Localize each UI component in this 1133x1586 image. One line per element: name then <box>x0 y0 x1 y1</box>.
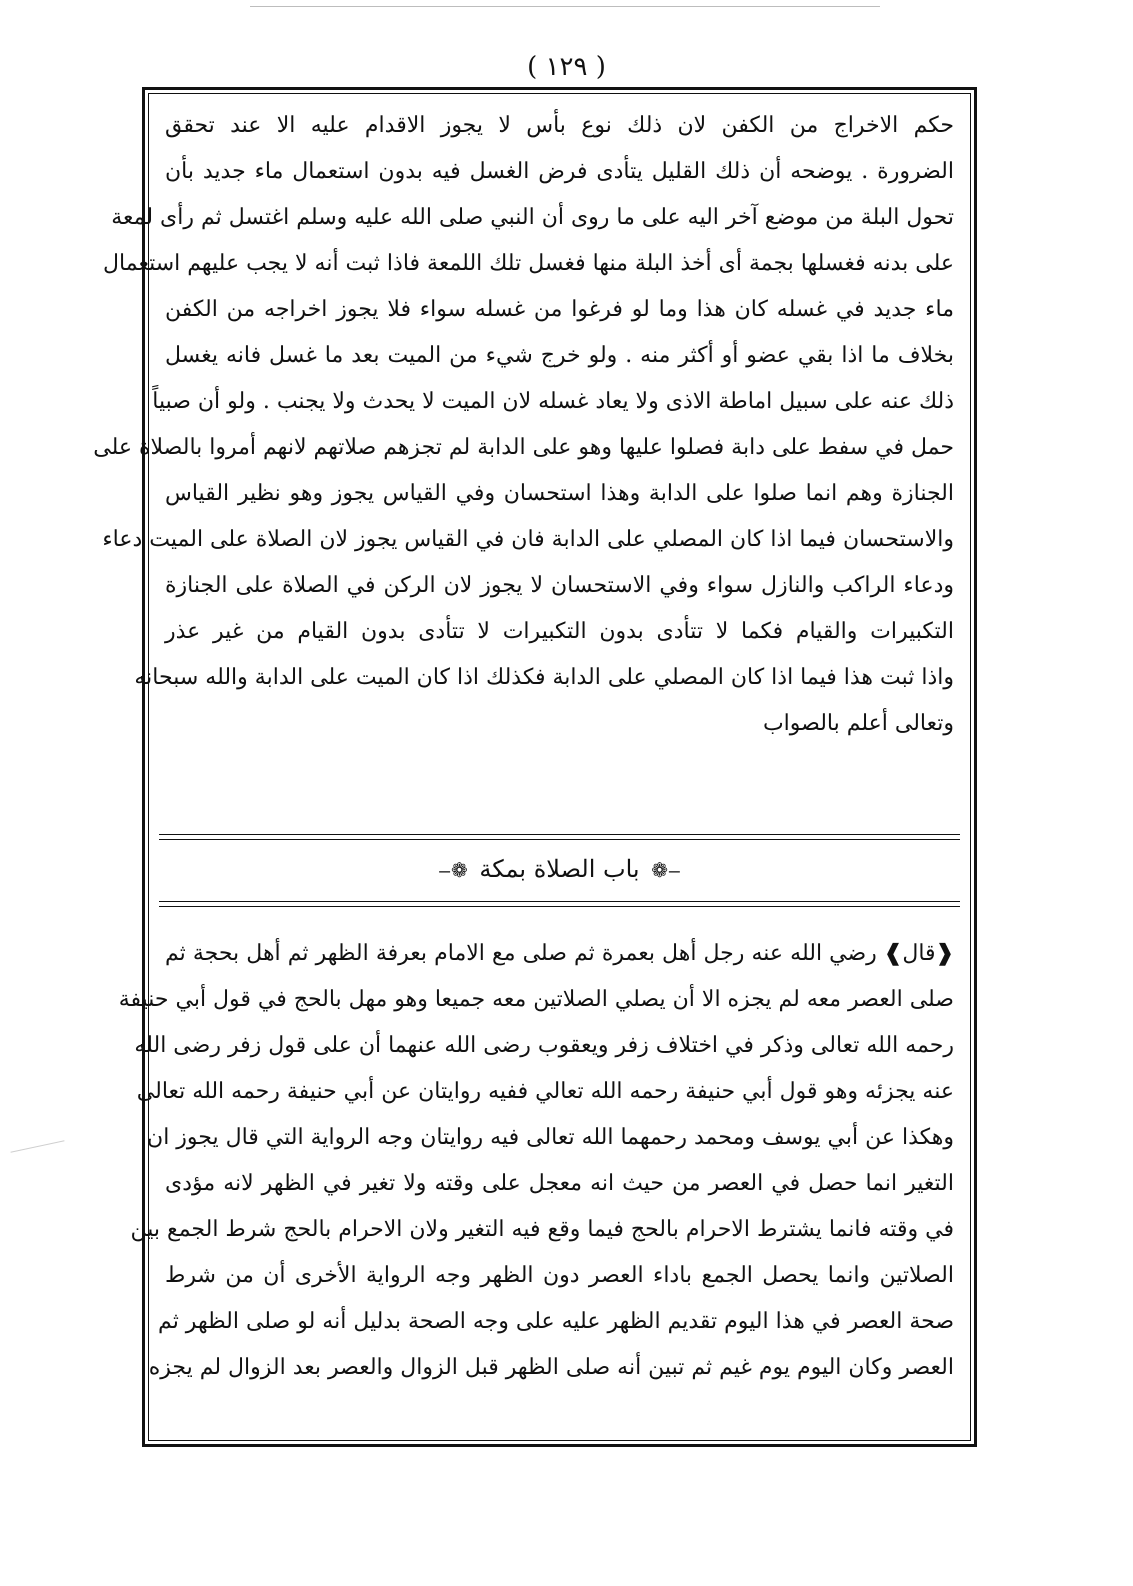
text-line: حكم الاخراج من الكفن لان ذلك نوع بأس لا يجوز الاقدام عليه الا عند تحقق <box>165 113 954 138</box>
text-line: صحة العصر في هذا اليوم تقديم الظهر عليه على وجه الصحة بدليل أنه لو صلى الظهر ثم <box>158 1309 954 1334</box>
chapter-title: باب الصلاة بمكة <box>479 855 640 883</box>
text-line-first <box>165 930 954 977</box>
chapter-heading <box>145 847 974 892</box>
text-line: الصلاتين وانما يحصل الجمع باداء العصر دون الظهر وجه الرواية الأخرى أن من شرط <box>165 1263 954 1288</box>
ornament-icon: ❁‒ <box>438 858 468 882</box>
text-line: حمل في سفط على دابة فصلوا عليها وهو على الدابة لم تجزهم صلاتهم لانهم أمروا بالصلاة على <box>93 435 954 460</box>
text-line: تحول البلة من موضع آخر اليه على ما روى أن النبي صلى الله عليه وسلم اغتسل ثم رأى لمعة <box>111 205 954 230</box>
text-block-1 <box>93 103 954 747</box>
page-number: ( ١٢٩ ) <box>527 52 606 82</box>
text-line: العصر وكان اليوم يوم غيم ثم تبين أنه صلى الظهر قبل الزوال والعصر بعد الزوال لم يجزه <box>148 1355 954 1380</box>
text-line: التغير انما حصل في العصر من حيث انه معجل على وقته ولا تغير في الظهر لانه مؤدى <box>165 1171 954 1196</box>
text-line: ذلك عنه على سبيل اماطة الاذى ولا يعاد غسله لان الميت لا يحدث ولا يجنب . ولو أن صبياً <box>152 389 954 414</box>
text-line: التكبيرات والقيام فكما لا تتأدى بدون التكبيرات لا تتأدى بدون القيام من غير عذر <box>165 619 954 644</box>
page-frame <box>93 87 977 1447</box>
text-line: الجنازة وهم انما صلوا على الدابة وهذا استحسان وفي القياس يجوز وهو نظير القياس <box>165 481 954 506</box>
first-line-rest: رضي الله عنه رجل أهل بعمرة ثم صلى مع الامام بعرفة الظهر ثم أهل بحجة ثم <box>165 941 877 966</box>
text-line: ودعاء الراكب والنازل سواء وفي الاستحسان لا يجوز لان الركن في الصلاة على الجنازة <box>165 573 954 598</box>
text-line: على بدنه فغسلها بجمة أى أخذ البلة منها فغسل تلك اللمعة فاذا ثبت أنه لا يجب عليهم استعمال <box>103 251 954 276</box>
text-line: رحمه الله تعالى وذكر في اختلاف زفر ويعقوب رضى الله عنهما أن على قول زفر رضى الله <box>134 1033 954 1058</box>
opening-word: قال <box>902 941 936 966</box>
text-line: وهكذا عن أبي يوسف ومحمد رحمهما الله تعالى فيه روايتان وجه الرواية التي قال يجوز ان <box>147 1125 954 1150</box>
text-line: في وقته فانما يشترط الاحرام بالحج فيما وقع فيه التغير ولان الاحرام بالحج شرط الجمع بين <box>130 1217 954 1242</box>
section-divider-bottom <box>159 901 960 907</box>
text-line: وتعالى أعلم بالصواب <box>762 711 954 736</box>
scan-mark <box>10 1140 64 1152</box>
text-line: الضرورة . يوضحه أن ذلك القليل يتأدى فرض الغسل فيه بدون استعمال ماء جديد بأن <box>165 159 954 184</box>
section-divider-top <box>159 834 960 840</box>
text-line: عنه يجزئه وهو قول أبي حنيفة رحمه الله تعالي ففيه روايتان عن أبي حنيفة رحمه الله تعالى <box>136 1079 954 1104</box>
ornament-icon: ‒❁ <box>651 858 681 882</box>
top-rule <box>250 6 880 7</box>
text-line: واذا ثبت هذا فيما اذا كان المصلي على الدابة فكذلك اذا كان الميت على الدابة والله سبحانه <box>134 665 954 690</box>
text-line: ماء جديد في غسله كان هذا وما لو فرغوا من غسله سواء فلا يجوز اخراجه من الكفن <box>165 297 954 322</box>
text-line: صلى العصر معه لم يجزه الا أن يصلي الصلاتين معه جميعا وهو مهل بالحج في قول أبي حنيفة <box>118 987 954 1012</box>
close-bracket-icon: ❱ <box>883 940 903 966</box>
open-bracket-icon: ❰ <box>935 940 954 966</box>
text-line: بخلاف ما اذا بقي عضو أو أكثر منه . ولو خرج شيء من الميت بعد ما غسل فانه يغسل <box>165 343 954 368</box>
text-block-2 <box>118 930 954 1391</box>
text-line: والاستحسان فيما اذا كان المصلي على الدابة فان في القياس يجوز لان الصلاة على الميت دعاء <box>102 527 954 552</box>
